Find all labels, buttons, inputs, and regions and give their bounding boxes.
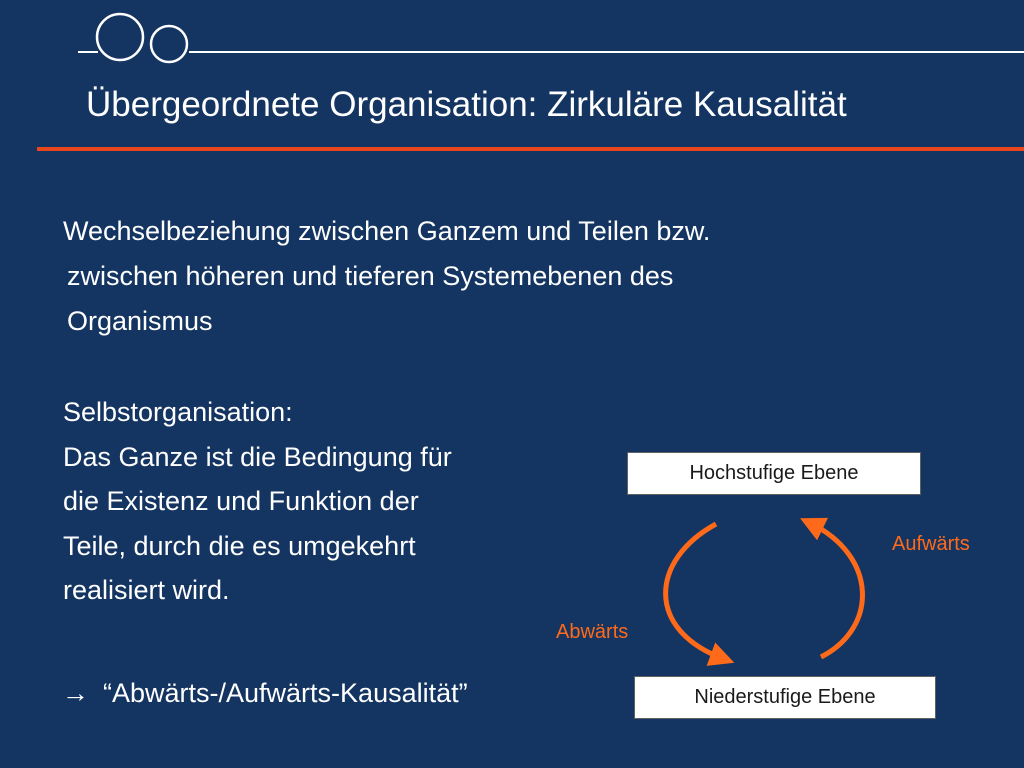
self-organisation-heading: Selbstorganisation:	[63, 397, 293, 427]
high-level-box: Hochstufige Ebene	[627, 452, 921, 495]
intro-line-1: Wechselbeziehung zwischen Ganzem und Teilen bzw.	[63, 216, 711, 246]
intro-line-2: zwischen höheren und tieferen Systemebenen des	[67, 261, 674, 291]
right-arrow-icon: →	[62, 678, 89, 708]
self-organisation-line: realisiert wird.	[63, 575, 230, 605]
conclusion-text: “Abwärts-/Aufwärts-Kausalität”	[103, 678, 468, 708]
upward-arrow-icon	[810, 523, 862, 657]
slide-title: Übergeordnete Organisation: Zirkuläre Kausalität	[86, 85, 847, 124]
upward-label: Aufwärts	[892, 533, 970, 555]
downward-label: Abwärts	[556, 621, 629, 643]
self-organisation-line: Teile, durch die es umgekehrt	[63, 530, 416, 561]
intro-line-3: Organismus	[67, 306, 213, 336]
self-organisation-line: die Existenz und Funktion der	[63, 486, 419, 516]
self-organisation-line: Das Ganze ist die Bedingung für	[63, 441, 452, 472]
downward-arrow-icon	[666, 524, 724, 659]
low-level-box: Niederstufige Ebene	[634, 676, 936, 719]
